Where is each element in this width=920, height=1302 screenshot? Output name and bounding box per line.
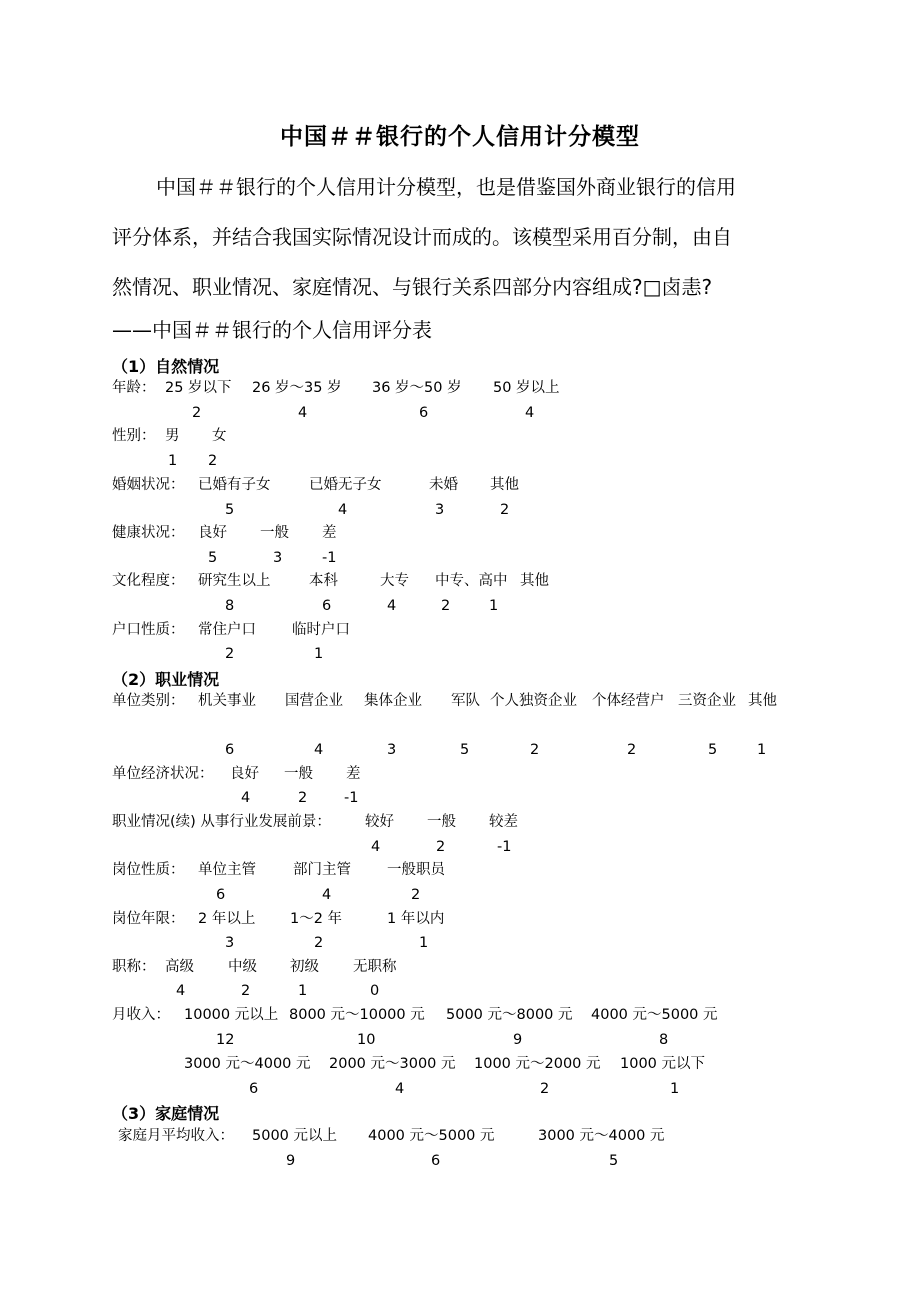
- option-label: 中专、高中: [435, 573, 508, 589]
- option-label: 25 岁以下: [165, 380, 232, 396]
- row-label-income: 月收入：: [112, 1007, 170, 1023]
- option-label: 较差: [489, 814, 518, 830]
- option-label: 中级: [228, 959, 257, 975]
- row-label-family-income: 家庭月平均收入：: [118, 1128, 234, 1144]
- score-value: 4: [322, 887, 332, 903]
- section-heading-family: （3）家庭情况: [112, 1104, 220, 1123]
- option-label: 2 年以上: [198, 911, 256, 927]
- row-label-education: 文化程度：: [112, 573, 185, 589]
- option-label: 5000 元以上: [252, 1128, 338, 1144]
- row-label-position: 岗位性质：: [112, 862, 185, 878]
- option-label: 2000 元～3000 元: [329, 1056, 456, 1072]
- score-value: 5: [708, 742, 718, 758]
- score-value: 8: [225, 598, 235, 614]
- option-label: 单位主管: [198, 862, 256, 878]
- score-value: 2: [500, 502, 510, 518]
- option-label: 本科: [309, 573, 338, 589]
- row-label-tenure: 岗位年限：: [112, 911, 185, 927]
- option-label: 50 岁以上: [493, 380, 560, 396]
- score-value: 2: [436, 839, 446, 855]
- option-label: 1000 元～2000 元: [474, 1056, 601, 1072]
- row-label-marriage: 婚姻状况：: [112, 477, 185, 493]
- option-label: 10000 元以上: [184, 1007, 279, 1023]
- score-value: 2: [411, 887, 421, 903]
- document-title: 中国＃＃银行的个人信用计分模型: [280, 124, 640, 150]
- option-label: 其他: [490, 477, 519, 493]
- score-value: 5: [609, 1153, 619, 1169]
- score-value: 1: [314, 646, 324, 662]
- intro-paragraph: [112, 162, 802, 312]
- score-value: 9: [513, 1032, 523, 1048]
- score-value: 3: [435, 502, 445, 518]
- option-label: 国营企业: [285, 693, 343, 709]
- score-value: 2: [530, 742, 540, 758]
- option-label: 集体企业: [364, 693, 422, 709]
- option-label: 36 岁～50 岁: [372, 380, 462, 396]
- score-value: 1: [489, 598, 499, 614]
- option-label: 研究生以上: [198, 573, 271, 589]
- score-value: 1: [670, 1081, 680, 1097]
- score-value: 2: [627, 742, 637, 758]
- score-value: 4: [241, 790, 251, 806]
- score-value: 2: [314, 935, 324, 951]
- option-label: 已婚无子女: [309, 477, 382, 493]
- option-label: 一般: [260, 525, 289, 541]
- score-value: 2: [208, 453, 218, 469]
- option-label: 3000 元～4000 元: [184, 1056, 311, 1072]
- score-value: 4: [314, 742, 324, 758]
- row-label-hukou: 户口性质：: [112, 622, 185, 638]
- score-value: 2: [298, 790, 308, 806]
- score-value: 3: [273, 550, 283, 566]
- option-label: 1 年以内: [387, 911, 445, 927]
- option-label: 未婚: [429, 477, 458, 493]
- option-label: 1000 元以下: [620, 1056, 706, 1072]
- option-label: 差: [346, 766, 361, 782]
- score-value: 2: [225, 646, 235, 662]
- score-value: 6: [225, 742, 235, 758]
- table-subtitle: ——中国＃＃银行的个人信用评分表: [112, 318, 432, 342]
- option-label: 军队: [451, 693, 480, 709]
- row-label-gender: 性别：: [112, 428, 156, 444]
- section-heading-natural: （1）自然情况: [112, 357, 220, 376]
- option-label: 个体经营户: [592, 693, 665, 709]
- score-value: 1: [419, 935, 429, 951]
- row-label-unit-econ: 单位经济状况：: [112, 766, 214, 782]
- row-label-health: 健康状况：: [112, 525, 185, 541]
- option-label: 常住户口: [198, 622, 256, 638]
- score-value: -1: [322, 550, 337, 566]
- score-value: 4: [371, 839, 381, 855]
- score-value: 5: [208, 550, 218, 566]
- option-label: 部门主管: [293, 862, 351, 878]
- intro-line: 评分体系，并结合我国实际情况设计而成的。该模型采用百分制，由自: [112, 225, 732, 249]
- score-value: 8: [659, 1032, 669, 1048]
- score-value: 5: [225, 502, 235, 518]
- option-label: 较好: [365, 814, 394, 830]
- score-value: 6: [431, 1153, 441, 1169]
- score-value: 4: [176, 983, 186, 999]
- score-value: 3: [225, 935, 235, 951]
- option-label: 高级: [165, 959, 194, 975]
- row-label-age: 年龄：: [112, 380, 156, 396]
- score-value: 10: [357, 1032, 376, 1048]
- option-label: 4000 元～5000 元: [368, 1128, 495, 1144]
- score-value: 4: [525, 405, 535, 421]
- option-label: 一般: [284, 766, 313, 782]
- score-value: 4: [395, 1081, 405, 1097]
- option-label: 男: [165, 428, 180, 444]
- score-value: 12: [216, 1032, 235, 1048]
- option-label: 良好: [230, 766, 259, 782]
- option-label: 临时户口: [292, 622, 350, 638]
- row-label-industry: 职业情况(续) 从事行业发展前景：: [112, 814, 331, 830]
- score-value: 1: [168, 453, 178, 469]
- score-value: 4: [338, 502, 348, 518]
- score-value: 2: [540, 1081, 550, 1097]
- score-value: 0: [370, 983, 380, 999]
- score-value: 5: [460, 742, 470, 758]
- score-value: -1: [344, 790, 359, 806]
- option-label: 5000 元～8000 元: [446, 1007, 573, 1023]
- score-value: 6: [322, 598, 332, 614]
- score-value: 4: [387, 598, 397, 614]
- option-label: 已婚有子女: [198, 477, 271, 493]
- option-label: 1～2 年: [290, 911, 343, 927]
- row-label-unit-type: 单位类别：: [112, 693, 185, 709]
- option-label: 4000 元～5000 元: [591, 1007, 718, 1023]
- option-label: 差: [322, 525, 337, 541]
- score-value: -1: [497, 839, 512, 855]
- score-value: 2: [241, 983, 251, 999]
- option-label: 无职称: [353, 959, 397, 975]
- score-value: 6: [249, 1081, 259, 1097]
- option-label: 其他: [748, 693, 777, 709]
- score-value: 9: [286, 1153, 296, 1169]
- option-label: 良好: [198, 525, 227, 541]
- option-label: 个人独资企业: [490, 693, 577, 709]
- option-label: 一般: [427, 814, 456, 830]
- option-label: 其他: [520, 573, 549, 589]
- option-label: 一般职员: [387, 862, 445, 878]
- intro-line: 然情况、职业情况、家庭情况、与银行关系四部分内容组成?□卤恚?: [112, 275, 713, 299]
- option-label: 三资企业: [678, 693, 736, 709]
- option-label: 8000 元～10000 元: [289, 1007, 425, 1023]
- option-label: 初级: [290, 959, 319, 975]
- intro-line: 中国＃＃银行的个人信用计分模型，也是借鉴国外商业银行的信用: [156, 175, 736, 199]
- option-label: 26 岁～35 岁: [252, 380, 342, 396]
- score-value: 3: [387, 742, 397, 758]
- section-heading-occupation: （2）职业情况: [112, 670, 220, 689]
- score-value: 1: [298, 983, 308, 999]
- option-label: 机关事业: [198, 693, 256, 709]
- score-value: 2: [441, 598, 451, 614]
- option-label: 女: [212, 428, 227, 444]
- score-value: 6: [216, 887, 226, 903]
- score-value: 6: [419, 405, 429, 421]
- score-value: 2: [192, 405, 202, 421]
- score-value: 1: [757, 742, 767, 758]
- option-label: 3000 元～4000 元: [538, 1128, 665, 1144]
- option-label: 大专: [380, 573, 409, 589]
- row-label-rank: 职称：: [112, 959, 156, 975]
- score-value: 4: [298, 405, 308, 421]
